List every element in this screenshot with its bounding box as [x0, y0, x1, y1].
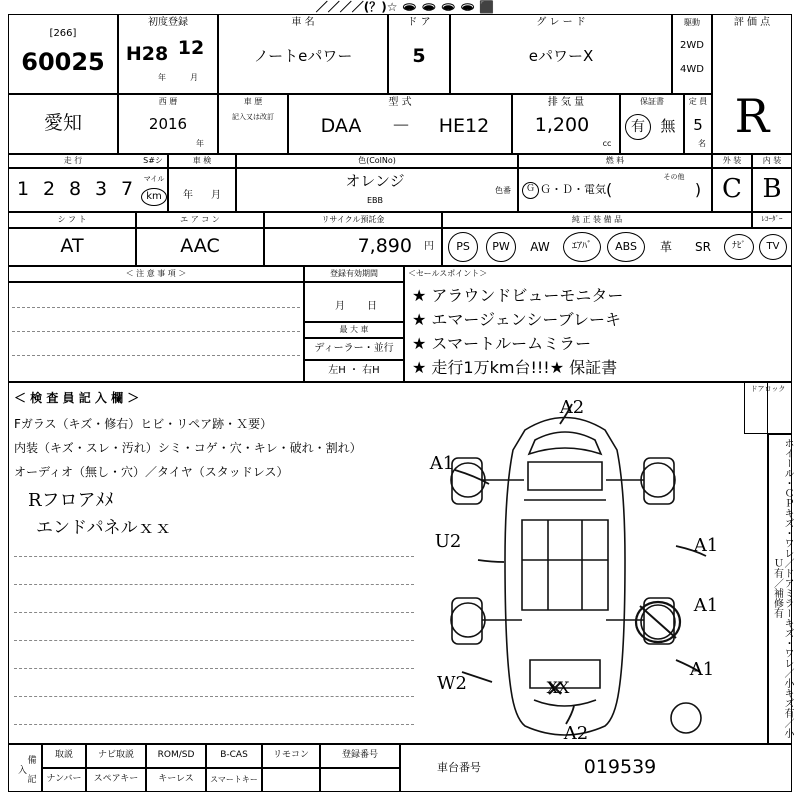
warranty-no-value: 無: [660, 117, 676, 136]
sales-point-1: ★ アラウンドビューモニター: [412, 285, 624, 305]
bottom-cell-6b: [320, 768, 400, 792]
aircon-label: エ ア コ ン: [180, 214, 220, 224]
bottom-left-label: 備 記 入: [16, 755, 36, 783]
mileage-digit-2: 2: [42, 178, 56, 201]
bottom-label-keyless: キーレス: [158, 774, 194, 785]
inspector-line-3: オーディオ（無し・穴）／タイヤ（スタッドレス）: [14, 464, 289, 479]
interior-label: 内 装: [762, 155, 782, 165]
equip-aw: AW: [530, 239, 550, 254]
model-code-label: 型 式: [388, 96, 412, 108]
equip-leather: 革: [659, 239, 672, 254]
diagram-mark-w2: W2: [437, 672, 467, 694]
bottom-label-navi-manual: ナビ取説: [97, 750, 134, 761]
rule-4: [14, 640, 414, 641]
capacity-value: 5: [693, 116, 703, 135]
model-dash: －: [391, 115, 411, 138]
color-code-value: EBB: [366, 195, 384, 205]
equip-tv-circle: TV: [759, 234, 787, 260]
rule-2: [14, 584, 414, 585]
equip-abs: [604, 230, 648, 264]
first-reg-month-value: 12: [177, 37, 205, 60]
inspector-hand-1: Rフロアﾒﾒ: [28, 489, 114, 511]
fuel-g-circle: Ｇ: [522, 182, 539, 199]
score-label: 評 価 点: [733, 16, 771, 28]
interior-grade-value: B: [762, 174, 782, 205]
mileage-unit-km: [140, 188, 168, 206]
region-value: 愛知: [43, 112, 82, 135]
history-note: 記入又は改訂: [232, 113, 274, 122]
doors-label: ド ア: [407, 16, 431, 28]
mileage-unit-miles: マイル: [143, 175, 165, 184]
inspector-line-2: 内装（キズ・スレ・汚れ）シミ・コゲ・穴・キレ・破れ・割れ）: [14, 440, 362, 455]
inspector-line-1: Fガラス（キズ・修右）ヒビ・リペア跡・Ｘ要）: [14, 416, 273, 431]
rule-7: [14, 724, 414, 725]
drive-2wd-value: 2WD: [680, 39, 704, 51]
bottom-label-smart-key: スマートキー: [210, 774, 258, 784]
shift-label: シ フ ト: [57, 214, 87, 224]
recorder-label: ﾚｺｰﾀﾞｰ: [761, 215, 783, 224]
fuel-label: 燃 料: [605, 155, 625, 165]
fuel-paren-close: ): [694, 179, 702, 199]
equip-tv: [756, 230, 790, 264]
sales-point-label: ＜セールスポイント＞: [408, 268, 488, 278]
drive-4wd-value: 4WD: [680, 63, 704, 75]
rule-6: [14, 696, 414, 697]
color-label: 色(ColNo): [358, 155, 396, 165]
bottom-label-spare-key: スペアキー: [93, 774, 139, 785]
fuel-other-label: その他: [663, 173, 685, 182]
warranty-yes-circle: 有: [625, 114, 651, 140]
car-name-label: 車 名: [291, 16, 315, 28]
first-reg-year-unit: 年: [158, 72, 166, 82]
reg-valid-cell: [304, 282, 404, 322]
diagram-mark-a1-right-mid: A1: [693, 594, 719, 616]
capacity-unit: 名: [698, 138, 706, 148]
mileage-digit-5: 7: [120, 178, 134, 201]
notes-line-2: [12, 308, 300, 332]
mileage-digit-1: 1: [16, 178, 30, 201]
notes-label: ＜ 注 意 事 項 ＞: [125, 268, 187, 278]
model-prefix-value: DAA: [320, 115, 362, 138]
rule-3: [14, 612, 414, 613]
capacity-label: 定 員: [688, 96, 708, 106]
car-name-value: ノートeパワー: [253, 47, 353, 66]
bottom-label-bcas: B-CAS: [220, 750, 248, 761]
aircon-value: AAC: [180, 235, 220, 258]
displacement-value: 1,200: [534, 114, 590, 137]
notes-line-4: [12, 356, 300, 380]
inspection-year-value: 年: [183, 189, 193, 201]
model-code-value: HE12: [438, 115, 490, 138]
top-title: ／／／／(？)☆ 🕳 🕳 🕳 🕳 ⬛: [315, 0, 495, 14]
diagram-mark-a1-right-lower: A1: [689, 658, 715, 680]
first-reg-label: 初度登録: [148, 16, 188, 28]
diagram-mark-a2-top: A2: [559, 396, 585, 418]
diagram-mark-a1-left: A1: [429, 452, 455, 474]
reg-valid-day: 日: [367, 300, 377, 312]
inspector-col-label: ＜ 検 査 員 記 入 欄 ＞: [14, 390, 140, 405]
diagram-mark-a2-bottom: A2: [563, 722, 589, 744]
dealer-line-value: ディーラー・並行: [314, 342, 394, 354]
sales-point-4: ★ 走行1万km台!!!★ 保証書: [412, 357, 618, 377]
shift-value: AT: [60, 235, 84, 258]
grade-value: eパワーX: [528, 47, 594, 66]
score-value: R: [734, 88, 770, 143]
doors-value: 5: [412, 45, 426, 68]
bottom-label-manual: 取説: [54, 750, 73, 761]
displacement-label: 排 気 量: [547, 96, 585, 108]
sales-point-3: ★ スマートルームミラー: [412, 333, 592, 353]
handle-line-value: 左H ・ 右H: [328, 364, 380, 376]
diagram-mark-a1-right-upper: A1: [693, 534, 719, 556]
diagram-mark-xx: XX: [546, 677, 570, 697]
color-code-label: 色番: [495, 186, 511, 196]
reg-valid-label: 登録有効期間: [330, 268, 378, 278]
mileage-digit-4: 3: [94, 178, 108, 201]
recycle-amount-value: 7,890: [357, 235, 412, 258]
sales-point-2: ★ エマージェンシーブレーキ: [412, 309, 621, 329]
equip-navi-circle: ﾅﾋﾞ: [724, 234, 754, 260]
mileage-km-circle: km: [141, 188, 167, 206]
bottom-label-rom: ROM/SD: [157, 750, 195, 761]
equip-airbag: [560, 230, 604, 264]
notes-line-3: [12, 332, 300, 356]
lot-number-label: [266]: [49, 27, 77, 39]
equip-ps-circle: PS: [448, 232, 478, 262]
inspection-label: 車 検: [192, 155, 212, 165]
recycle-unit: 円: [424, 240, 434, 252]
history-label: 車 歴: [243, 96, 263, 106]
bottom-cell-5b: [262, 768, 320, 792]
inspector-area: [8, 382, 768, 744]
equip-ps: [444, 230, 482, 264]
shift-mark-label: S#シ: [143, 155, 163, 165]
year-label: 西 暦: [158, 96, 178, 106]
fuel-type-text: Ｇ・Ｄ・電気: [540, 183, 606, 197]
rule-1: [14, 556, 414, 557]
displacement-unit: cc: [602, 138, 612, 148]
warranty-label: 保証書: [640, 96, 664, 106]
notes-line-1: [12, 284, 300, 308]
fuel-type-value: [522, 180, 662, 200]
diagram-mark-u2: U2: [434, 530, 462, 552]
color-name-value: オレンジ: [345, 172, 405, 191]
year-value: 2016: [148, 115, 188, 134]
chassis-no-label: 車台番号: [437, 761, 481, 775]
chassis-no-value: 019539: [583, 756, 657, 779]
equip-pw: [482, 230, 520, 264]
inspection-month-value: 月: [211, 189, 221, 201]
equip-airbag-circle: ｴｱﾊﾞ: [563, 232, 601, 262]
equip-abs-circle: ABS: [607, 232, 645, 262]
first-reg-era-value: H28: [125, 43, 169, 66]
grade-label: グ レ ー ド: [536, 16, 586, 28]
inspector-hand-2: エンドパネルｘｘ: [36, 518, 172, 539]
bottom-label-number: ナンバー: [46, 774, 82, 785]
drive-label: 駆動: [684, 17, 700, 27]
warranty-yes-value: [622, 112, 654, 142]
recycle-label: リサイクル預託金: [321, 214, 385, 224]
door-lock-label: ドアロック: [750, 385, 786, 394]
exterior-grade-value: C: [722, 174, 742, 205]
year-unit: 年: [196, 138, 204, 148]
fuel-paren-open: (: [606, 179, 613, 199]
equip-sunroof: SR: [695, 239, 711, 254]
bottom-label-remote: リモコン: [272, 750, 309, 761]
exterior-label: 外 装: [722, 155, 742, 165]
max-car-label: 最 大 車: [339, 324, 369, 334]
equip-pw-circle: PW: [486, 232, 516, 262]
lot-number-value: 60025: [21, 48, 105, 77]
bottom-label-regno: 登録番号: [341, 750, 378, 761]
mileage-label: 走 行: [63, 155, 83, 165]
reg-valid-month: 月: [335, 300, 345, 312]
equip-navi: [722, 230, 756, 264]
right-remarks-text: ホイール・ＣＰキズ・ワレ／ドアミラーキズ・ワレ／小キズ有／小Ｕ有／補修有: [771, 438, 793, 738]
mileage-digit-3: 8: [68, 178, 82, 201]
first-reg-month-unit: 月: [190, 72, 198, 82]
rule-5: [14, 668, 414, 669]
genuine-parts-label: 純 正 装 備 品: [571, 214, 623, 224]
